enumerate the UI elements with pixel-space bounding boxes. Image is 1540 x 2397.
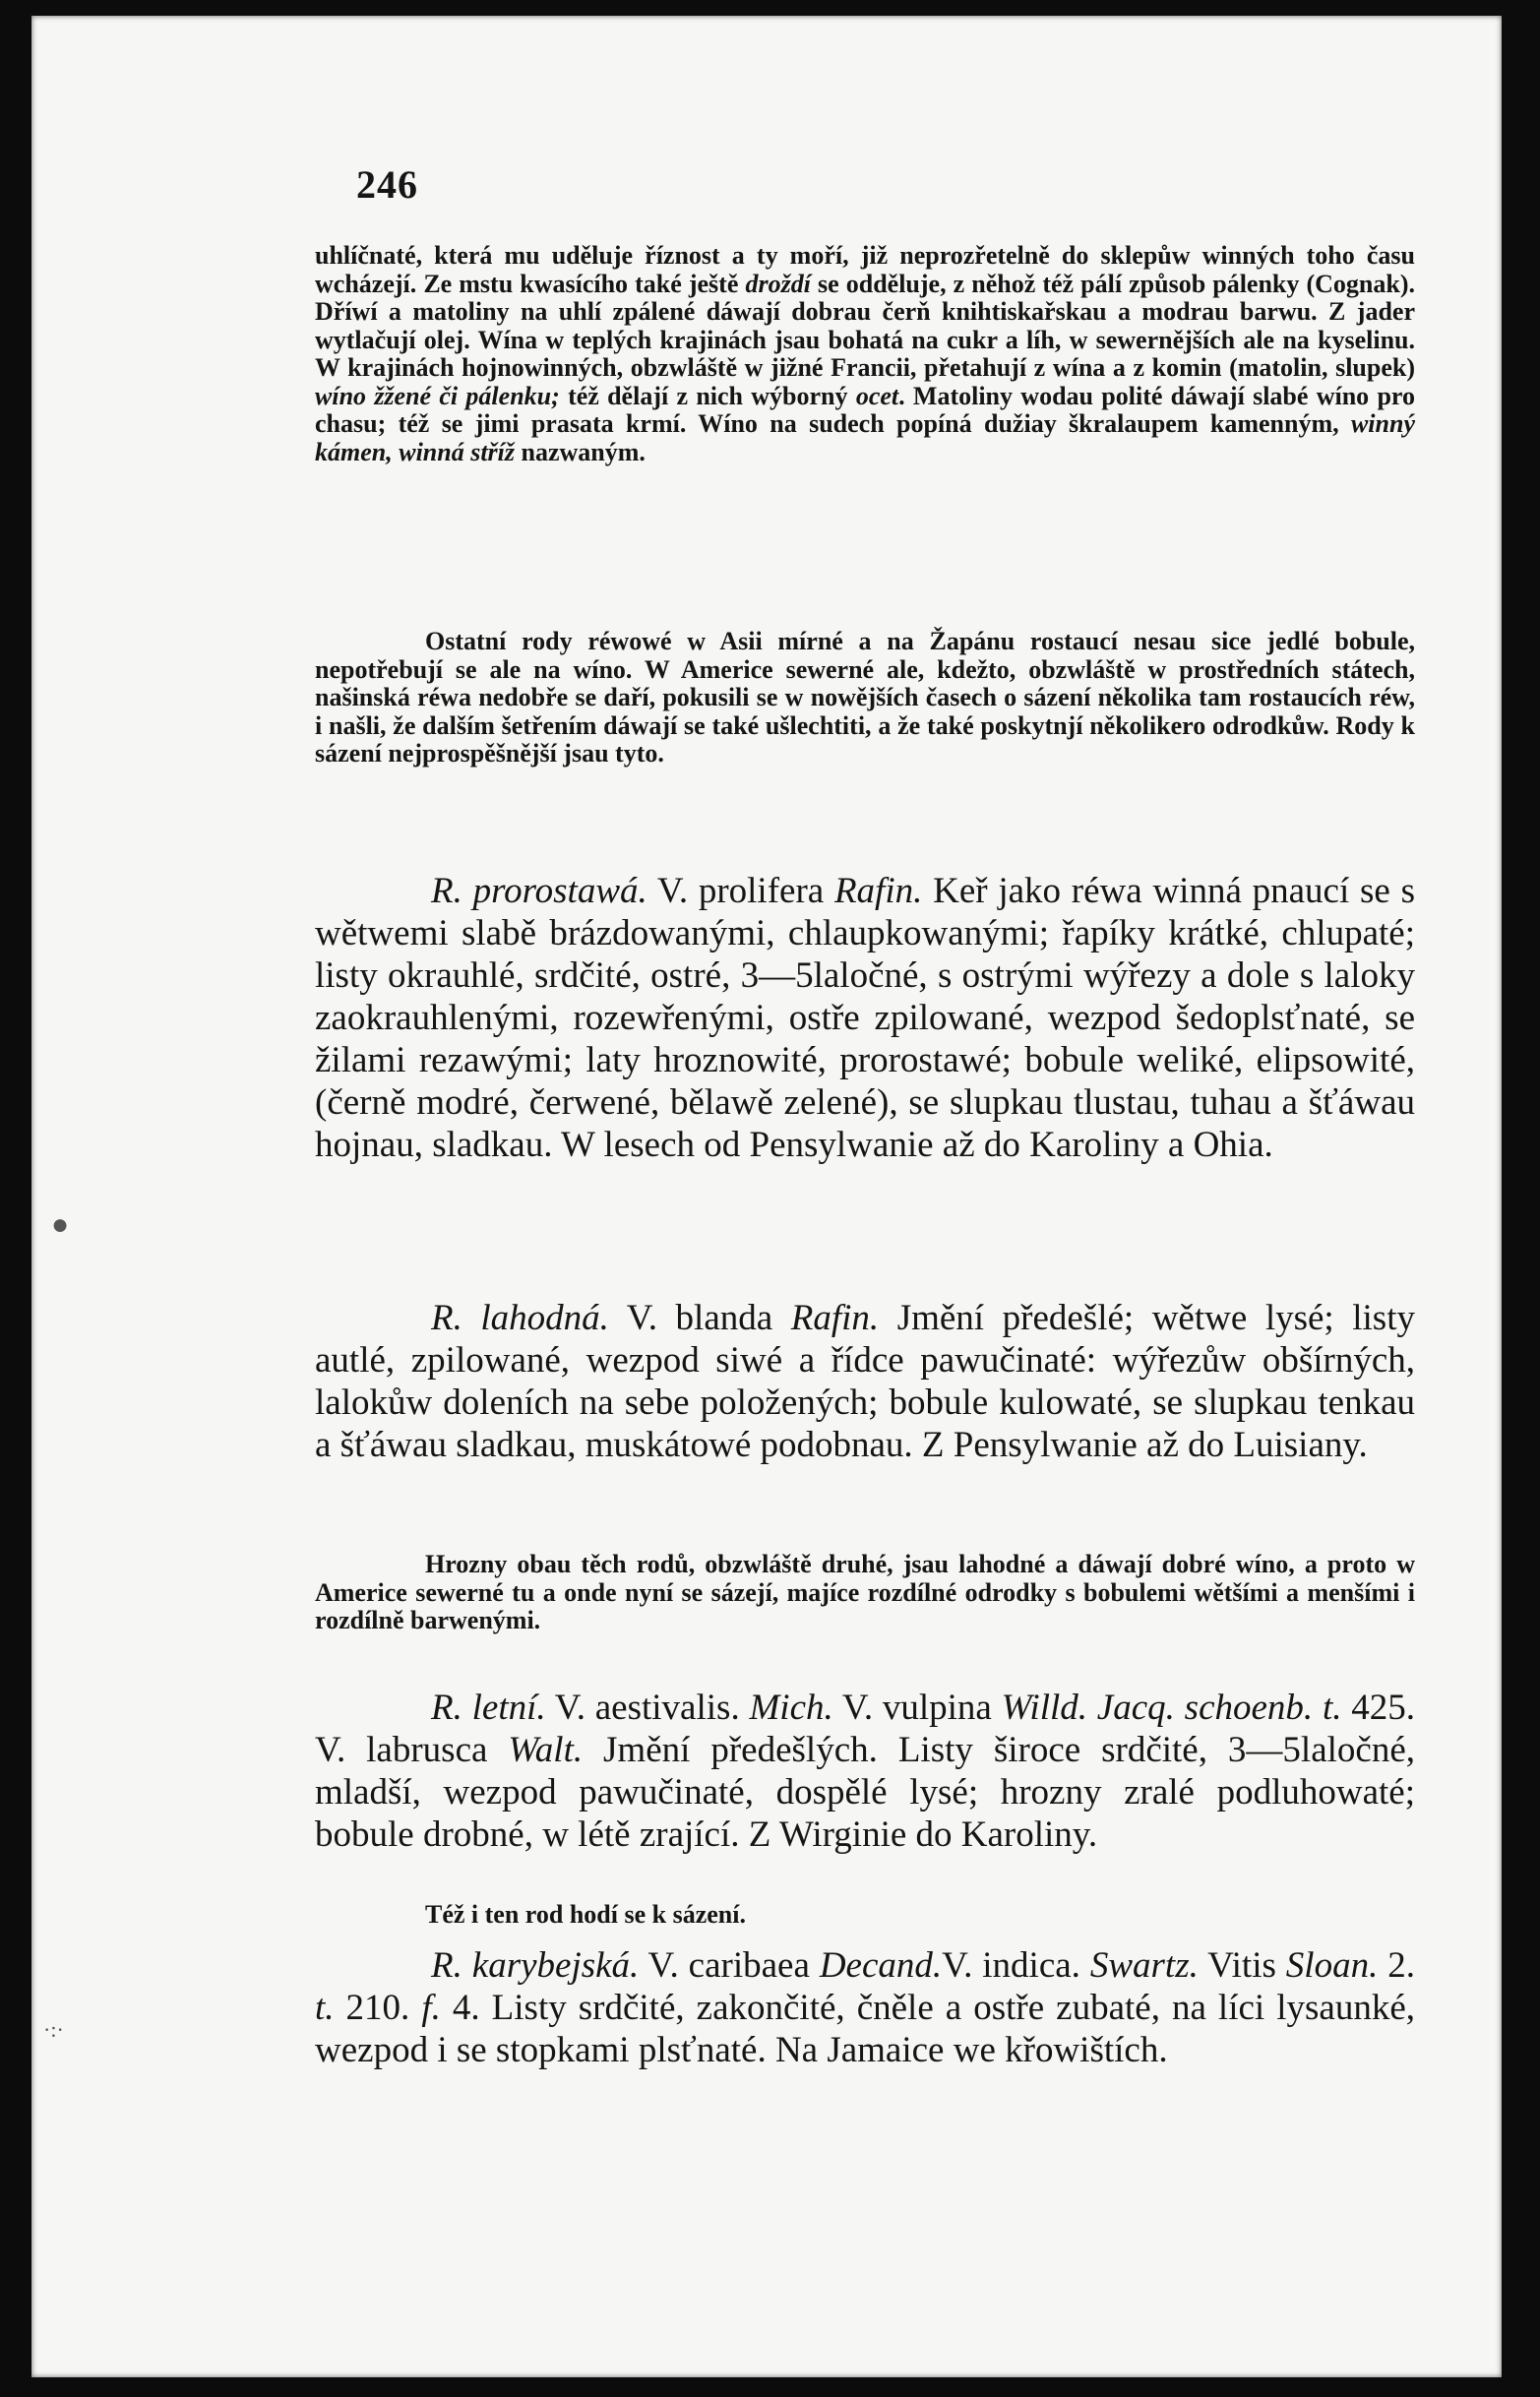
p8-ref-f: f. bbox=[421, 1988, 441, 2028]
p8-ref-t: t. bbox=[315, 1988, 335, 2028]
p4-author: Rafin. bbox=[790, 1298, 880, 1338]
p8-ref-2: 210. bbox=[334, 1988, 422, 2028]
p1-text-a: uhlíčnaté, která mu uděluje říznost a ty moří, již neprozřetelně do sklepůw winných toho času wcházejí. Ze mstu kwasícího také ještě bbox=[315, 241, 1415, 298]
p7-text: Též i ten rod hodí se k sázení. bbox=[425, 1900, 746, 1929]
p1-text-b: se odděluje, z něhož též pálí způsob pálenky (Cognak). Dříwí a matoliny na uhlí zpálené dáwají dobrau čerň knihtiskařskau a modrau barwu. Z jader wytlačují olej. Wína w teplých krajinách jsau bohatá na cukr a líh, w sewernějších ale na kyselinu. W krajinách hojnowinných, obzwláště w jižné Francii, přetahují z wína a z komin (matolin, slupek) bbox=[315, 269, 1415, 382]
p6-author-3: Walt. bbox=[508, 1730, 584, 1770]
p5-text: Hrozny obau těch rodů, obzwláště druhé, jsau lahodné a dáwají dobré wíno, a proto w Americe sewerné tu a onde nyní se sázejí, majíce rozdílné odrodky s bobulemi wětšími a menšími i rozdílně barwenými. bbox=[315, 1550, 1415, 1634]
p6-latin-1: V. aestivalis. bbox=[545, 1688, 750, 1728]
p1-emphasis-d: winný kámen, winná stříž bbox=[315, 409, 1415, 466]
paragraph-note-grapes bbox=[315, 1551, 1415, 1635]
p1-emphasis-a: droždí bbox=[745, 269, 811, 298]
p1-text-e: nazwaným. bbox=[515, 437, 646, 466]
p3-author: Rafin. bbox=[833, 871, 923, 911]
paragraph-note-cultivation bbox=[315, 1901, 1415, 1930]
p4-latin: V. blanda bbox=[608, 1298, 791, 1338]
p8-description: 4. Listy srdčité, zakončité, čněle a ostře zubaté, na líci lysaunké, wezpod i se stopkami plsťnaté. Na Jamaice we křowištích. bbox=[315, 1988, 1415, 2070]
p3-description: Keř jako réwa winná pnaucí se s wětwemi slabě brázdowanými, chlaupkowanými; řapíky krátké, chlupaté; listy okrauhlé, srdčité, ostré, 3—5laločné, s ostrými wýřezy a dole s laloky zaokrauhlenými, rozewřenými, ostře zpilowané, wezpod šedoplsťnaté, se žilami rezawými; laty hroznowité, prorostawé; bobule weliké, elipsowité, (černě modré, čerwené, bělawě zelené), se slupkau tlustau, tuhau a šťáwau hojnau, sladkau. W lesech od Pensylwanie až do Karoliny a Ohia. bbox=[315, 871, 1415, 1165]
p1-text-c: též dělají z nich wýborný bbox=[559, 381, 856, 410]
p6-latin-3: 425. V. labrusca bbox=[315, 1688, 1416, 1770]
p1-text-d: . Matoliny wodau polité dáwají slabé wíno pro chasu; též se jimi prasata krmí. Wíno na sudech popíná dužiay škralaupem kamenným, bbox=[315, 381, 1415, 438]
entry-letni bbox=[315, 1687, 1415, 1856]
p8-latin-3: Vitis bbox=[1198, 1945, 1286, 1986]
p6-species-name: R. letní. bbox=[431, 1688, 546, 1728]
p1-emphasis-c: ocet bbox=[855, 381, 899, 410]
p4-description: Jmění předešlé; wětwe lysé; listy autlé, zpilowané, wezpod siwé a řídce pawučinaté: wýřezůw obšírných, lalokůw doleních na sebe položených; bobule kulowaté, se slupkau tenkau a šťáwau sladkau, muskátowé podobnau. Z Pensylwanie až do Luisiany. bbox=[315, 1298, 1415, 1465]
p8-author-1: Decand. bbox=[819, 1945, 943, 1986]
p8-latin-1: V. caribaea bbox=[639, 1945, 820, 1986]
p6-author-1: Mich. bbox=[749, 1688, 833, 1728]
p6-description: Jmění předešlých. Listy široce srdčité, 3—5laločné, mladší, wezpod pawučinaté, dospělé lysé; hrozny zralé podluhowaté; bobule drobné, w létě zrající. Z Wirginie do Karoliny. bbox=[315, 1730, 1415, 1855]
p8-author-2: Swartz. bbox=[1089, 1945, 1199, 1986]
page-number: 246 bbox=[356, 162, 418, 207]
p1-emphasis-b: wíno žžené či pálenku; bbox=[315, 381, 560, 410]
p4-species-name: R. lahodná. bbox=[431, 1298, 609, 1338]
p8-latin-2: V. indica. bbox=[942, 1945, 1090, 1986]
p2-text: Ostatní rody réwowé w Asii mírné a na Žapánu rostaucí nesau sice jedlé bobule, nepotřebují se ale na wíno. W Americe sewerné ale, kdežto, obzwláště w prostředních státech, našinská réwa nedobře se daří, pokusili se w nowějších časech o sázení několika tam rostaucích réw, i našli, že dalším šetřením dáwají se také ušlechtiti, a že také poskytnjí několikero odrodkůw. Rody k sázení nejprospěšnější jsau tyto. bbox=[315, 627, 1415, 768]
p6-latin-2: V. vulpina bbox=[832, 1688, 1002, 1728]
p6-author-2: Willd. Jacq. schoenb. t. bbox=[1001, 1688, 1342, 1728]
margin-specks: ·:· bbox=[43, 2017, 64, 2042]
paragraph-other-species bbox=[315, 628, 1415, 768]
margin-blot: ● bbox=[51, 1208, 70, 1241]
entry-lahodna bbox=[315, 1297, 1415, 1466]
p8-ref-1: 2. bbox=[1378, 1945, 1416, 1986]
p3-species-name: R. prorostawá. bbox=[431, 871, 647, 911]
paragraph-wine-uses bbox=[315, 242, 1415, 466]
p8-source: Sloan. bbox=[1285, 1945, 1379, 1986]
entry-prorostawa bbox=[315, 870, 1415, 1166]
p8-species-name: R. karybejská. bbox=[431, 1945, 640, 1986]
p3-latin: V. prolifera bbox=[647, 871, 834, 911]
entry-karybejska bbox=[315, 1944, 1415, 2071]
